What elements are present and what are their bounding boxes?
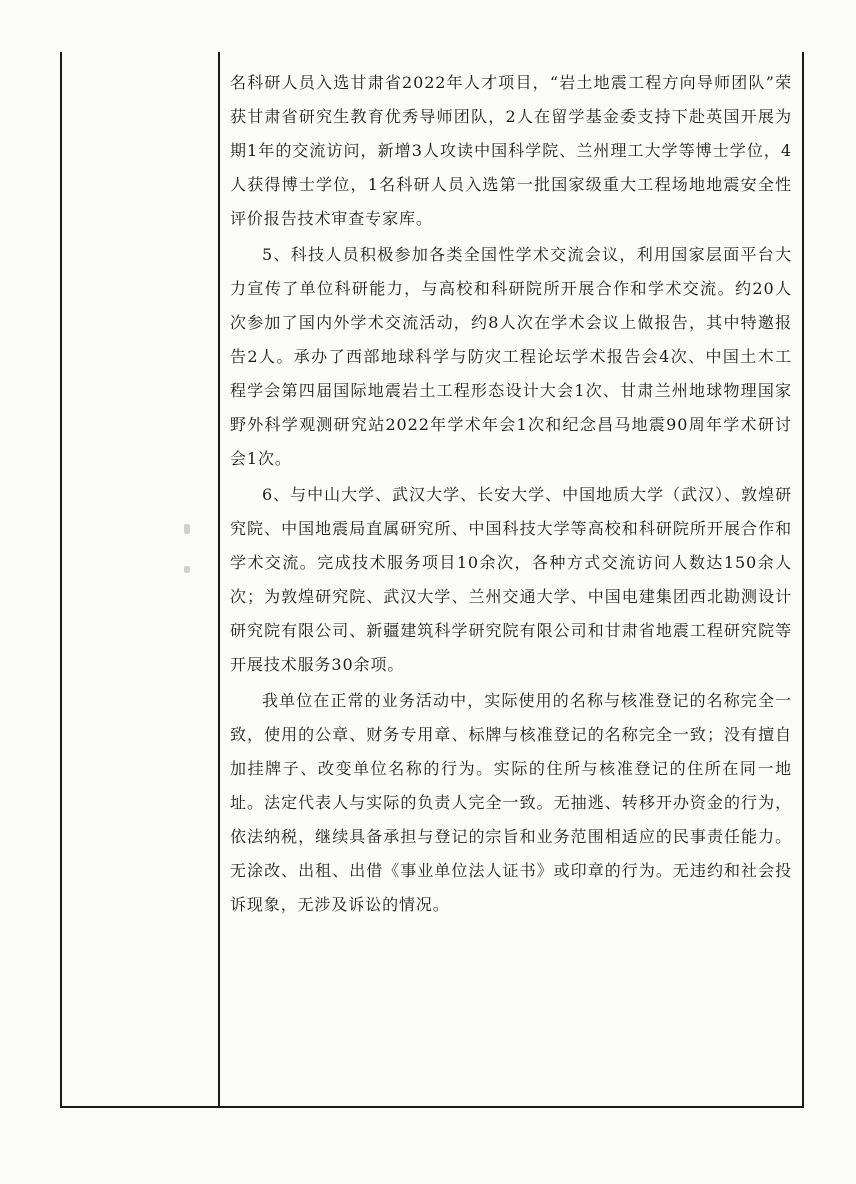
report-table (60, 52, 804, 1108)
table-label-cell (62, 52, 220, 1106)
table-content-cell (220, 52, 802, 1106)
scan-speck (184, 524, 190, 534)
paragraph-compliance-statement: 我单位在正常的业务活动中，实际使用的名称与核准登记的名称完全一致，使用的公章、财务专用章、标牌与核准登记的名称完全一致；没有擅自加挂牌子、改变单位名称的行为。实际的住所与核准登记的住所在同一地址。法定代表人与实际的负责人完全一致。无抽逃、转移开办资金的行为，依法纳税，继续具备承担与登记的宗旨和业务范围相适应的民事责任能力。无涂改、出租、出借《事业单位法人证书》或印章的行为。无违约和社会投诉现象，无涉及诉讼的情况。 (230, 691, 792, 914)
paragraph-talent: 名科研人员入选甘肃省2022年人才项目，“岩土地震工程方向导师团队”荣获甘肃省研究生教育优秀导师团队，2人在留学基金委支持下赴英国开展为期1年的交流访问，新增3人攻读中国科学院、兰州理工大学等博士学位，4人获得博士学位，1名科研人员入选第一批国家级重大工程场地地震安全性评价报告技术审查专家库。 (230, 73, 792, 228)
paragraph-item-5-academic-exchange: 5、科技人员积极参加各类全国性学术交流会议，利用国家层面平台大力宣传了单位科研能力，与高校和科研院所开展合作和学术交流。约20人次参加了国内外学术交流活动，约8人次在学术会议上做报告，其中特邀报告2人。承办了西部地球科学与防灾工程论坛学术报告会4次、中国土木工程学会第四届国际地震岩土工程形态设计大会1次、甘肃兰州地球物理国家野外科学观测研究站2022年学术年会1次和纪念昌马地震90周年学术研讨会1次。 (230, 245, 792, 468)
scan-speck (184, 566, 190, 573)
paragraph-item-6-cooperation: 6、与中山大学、武汉大学、长安大学、中国地质大学（武汉）、敦煌研究院、中国地震局直属研究所、中国科技大学等高校和科研院所开展合作和学术交流。完成技术服务项目10余次，各种方式交流访问人数达150余人次；为敦煌研究院、武汉大学、兰州交通大学、中国电建集团西北勘测设计研究院有限公司、新疆建筑科学研究院有限公司和甘肃省地震工程研究院等开展技术服务30余项。 (230, 485, 792, 674)
